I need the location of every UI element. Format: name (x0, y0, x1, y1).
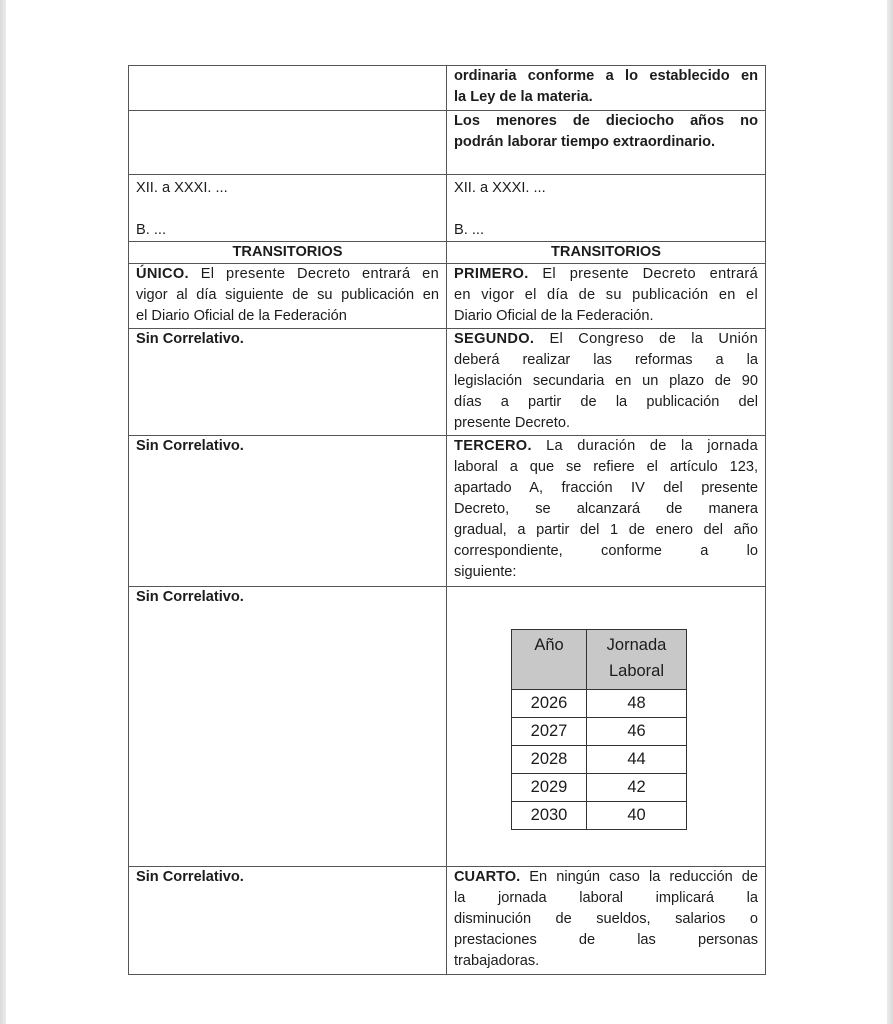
page-edge-right (887, 0, 893, 1024)
text-line: la jornada laboral implicará la (454, 890, 758, 906)
text-line: la Ley de la materia. (454, 89, 593, 105)
left-cell-fracciones (129, 175, 447, 242)
schedule-row (512, 746, 687, 774)
text-line: Decreto, se alcanzará de manera (454, 501, 758, 517)
schedule-hours: 48 (587, 690, 687, 718)
schedule-hours: 40 (587, 802, 687, 830)
schedule-row (512, 718, 687, 746)
right-cell-menores (447, 111, 766, 175)
schedule-row (512, 802, 687, 830)
schedule-year: 2026 (512, 690, 587, 718)
header-line: Jornada (606, 636, 667, 654)
right-cell-cuarto (447, 867, 766, 975)
section-heading-right: TRANSITORIOS (447, 242, 766, 264)
table-row (129, 175, 766, 242)
text-line: B. ... (454, 222, 485, 238)
table-row (129, 242, 766, 264)
table-row (129, 436, 766, 587)
schedule-hours: 46 (587, 718, 687, 746)
left-cell-empty (129, 111, 447, 175)
schedule-year: 2029 (512, 774, 587, 802)
text-line: B. ... (136, 222, 167, 238)
text-line: prestaciones de las personas (454, 932, 758, 948)
text-line: trabajadoras. (454, 953, 540, 969)
schedule-row (512, 690, 687, 718)
schedule-year: 2030 (512, 802, 587, 830)
schedule-row (512, 774, 687, 802)
comparison-table (128, 65, 766, 975)
schedule-header-year: Año (512, 630, 587, 690)
text-line: apartado A, fracción IV del presente (454, 480, 758, 496)
left-cell-sin-correlativo: Sin Correlativo. (129, 436, 447, 587)
schedule-year: 2028 (512, 746, 587, 774)
section-heading-left: TRANSITORIOS (129, 242, 447, 264)
text-line: disminución de sueldos, salarios o (454, 911, 758, 927)
text-line: legislación secundaria en un plazo de 90 (454, 373, 758, 389)
text-line: deberá realizar las reformas a la (454, 352, 758, 368)
right-cell-schedule (447, 587, 766, 867)
text-line: podrán laborar tiempo extraordinario. (454, 134, 716, 150)
right-cell-tercero (447, 436, 766, 587)
text-line: Diario Oficial de la Federación. (454, 308, 654, 324)
table-row (129, 66, 766, 111)
text-line: correspondiente, conforme a lo (454, 543, 758, 559)
table-row (129, 329, 766, 436)
right-cell-segundo (447, 329, 766, 436)
text-line: XII. a XXXI. ... (136, 180, 228, 196)
left-cell-unico (129, 264, 447, 329)
article-lead: SEGUNDO. (454, 331, 535, 347)
article-lead: ÚNICO. (136, 266, 189, 282)
table-row (129, 867, 766, 975)
text-line: vigor al día siguiente de su publicación en (136, 287, 439, 303)
table-row (129, 264, 766, 329)
page-edge-left (0, 0, 6, 1024)
left-cell-sin-correlativo: Sin Correlativo. (129, 587, 447, 867)
text-line: El Congreso de la Unión (549, 331, 758, 347)
text-line: el Diario Oficial de la Federación (136, 308, 347, 324)
right-cell-fracciones (447, 175, 766, 242)
text-line: siguiente: (454, 564, 517, 580)
schedule-header-hours (587, 630, 687, 690)
schedule-table (511, 629, 687, 830)
article-lead: TERCERO. (454, 438, 532, 454)
table-row (129, 111, 766, 175)
text-line: XII. a XXXI. ... (454, 180, 546, 196)
schedule-hours: 44 (587, 746, 687, 774)
text-line: presente Decreto. (454, 415, 571, 431)
text-line: La duración de la jornada (546, 438, 758, 454)
left-cell-sin-correlativo: Sin Correlativo. (129, 329, 447, 436)
table-row (129, 587, 766, 867)
text-line: El presente Decreto entrará (542, 266, 758, 282)
text-line: Los menores de dieciocho años no (454, 113, 758, 129)
header-line: Laboral (608, 662, 665, 680)
text-line: En ningún caso la reducción de (529, 869, 758, 885)
left-cell-empty (129, 66, 447, 111)
schedule-year: 2027 (512, 718, 587, 746)
text-line: laboral a que se refiere el artículo 123, (454, 459, 758, 475)
right-cell-primero (447, 264, 766, 329)
text-line: días a partir de la publicación del (454, 394, 758, 410)
article-lead: PRIMERO. (454, 266, 529, 282)
article-lead: CUARTO. (454, 869, 521, 885)
schedule-hours: 42 (587, 774, 687, 802)
schedule-header-row (512, 630, 687, 690)
left-cell-sin-correlativo: Sin Correlativo. (129, 867, 447, 975)
right-cell-ordinaria (447, 66, 766, 111)
text-line: El presente Decreto entrará en (200, 266, 439, 282)
text-line: en vigor el día de su publicación en el (454, 287, 758, 303)
text-line: gradual, a partir del 1 de enero del año (454, 522, 758, 538)
text-line: ordinaria conforme a lo establecido en (454, 68, 758, 84)
